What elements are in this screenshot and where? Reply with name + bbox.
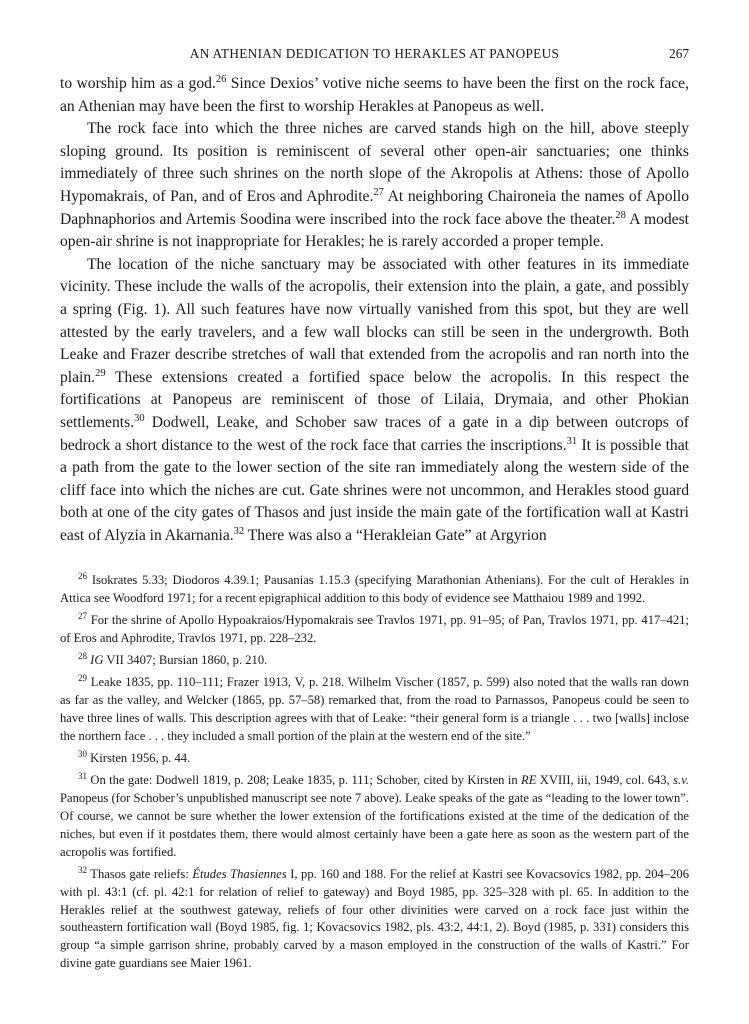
text-run: These extensions created a fortified space below the acropolis. In this respect the fortifications at Panopeus are reminiscent of those of Lilaia, Drymaia, and other Phokian settlements.: [60, 368, 689, 431]
footnote-text: VII 3407; Bursian 1860, p. 210.: [103, 653, 268, 668]
footnote-ref[interactable]: 32: [233, 525, 245, 537]
footnote-number: 32: [78, 864, 87, 875]
footnotes: [60, 572, 689, 977]
footnote-29: [60, 674, 689, 745]
footnote-text: XVIII, iii, 1949, col. 643,: [536, 773, 674, 788]
footnote-28: [60, 652, 689, 670]
footnote-number: 29: [78, 673, 87, 684]
text-run: The rock face into which the three niches are carved stands high on the hill, above steeply sloping ground. Its position is reminiscent of several other open-air sanctuaries; one thinks immediately of three such shrines on the north slope of the Akropolis at Athens: those of Apollo Hypomakrais, of Pan, and of Eros and Aphrodite.: [60, 120, 689, 205]
text-run: Since Dexios’ votive niche seems to have been the first on the rock face, an Athenian may have been the first to worship Herakles at Panopeus as well.: [60, 75, 689, 115]
footnote-ref[interactable]: 29: [95, 367, 106, 379]
footnote-31: [60, 772, 689, 861]
footnote-ref[interactable]: 31: [566, 435, 578, 447]
footnote-text: Isokrates 5.33; Diodoros 4.39.1; Pausanias 1.15.3 (specifying Marathonian Athenians). For the cult of Herakles in Attica see Woodford 1971; for a recent epigraphical addition to this body of evidence see Matthaiou 1989 and 1992.: [60, 573, 690, 605]
body-text: [60, 73, 689, 547]
footnote-text: Leake 1835, pp. 110–111; Frazer 1913, V, p. 218. Wilhelm Vischer (1857, p. 599) also noted that the walls ran down as far as the valley, and Welcker (1865, pp. 57–58) remarked that, from the road to Parnassos, Panopeus could be seen to have three lines of walls. This description agrees with that of Leake: “their general form is a triangle . . . two [walls] inclose the northern face . . . they included a small portion of the plain at the western end of the site.”: [60, 675, 689, 743]
text-run: It is possible that a path from the gate to the lower section of the site ran immediately along the western side of the cliff face into which the niches are cut. Gate shrines were not uncommon, and Herakles stood guard both at one of the city gates of Thasos and just inside the main gate of the fortification wall at Kastri east of Alyzia in Akarnania.: [60, 436, 689, 544]
running-head: AN ATHENIAN DEDICATION TO HERAKLES AT PANOPEUS: [189, 46, 560, 61]
text-run: Dodwell, Leake, and Schober saw traces of a gate in a dip between outcrops of bedrock a short distance to the west of the rock face that carries the inscriptions.: [60, 413, 689, 454]
text-run: There was also a “Herakleian Gate” at Argyrion: [244, 526, 547, 544]
footnote-ref[interactable]: 27: [373, 186, 384, 198]
paragraph-3: [60, 254, 689, 548]
footnote-text: On the gate: Dodwell 1819, p. 208; Leake 1835, p. 111; Schober, cited by Kirsten in: [90, 773, 522, 788]
footnote-italic: Études Thasiennes: [192, 866, 287, 881]
page-number: 267: [669, 46, 689, 61]
footnote-number: 30: [78, 748, 87, 759]
footnote-italic: s.v.: [673, 773, 689, 788]
footnote-number: 27: [78, 610, 87, 621]
text-run: The location of the niche sanctuary may be associated with other features in its immediate vicinity. These include the walls of the acropolis, their extension into the plain, a gate, and possibly a spring (Fig. 1). All such features have now virtually vanished from this spot, but they are well attested by the early travelers, and a few wall blocks can still be seen in the undergrowth. Both Leake and Frazer describe stretches of wall that extended from the acropolis and ran north into the plain.: [60, 255, 689, 386]
footnote-ref[interactable]: 28: [615, 209, 626, 221]
footnote-27: [60, 612, 689, 648]
footnote-italic: RE: [521, 773, 537, 788]
footnote-30: [60, 750, 689, 768]
footnote-text: Kirsten 1956, p. 44.: [90, 751, 191, 766]
paragraph-1: [60, 73, 689, 118]
footnote-text: For the shrine of Apollo Hypoakraios/Hypomakrais see Travlos 1971, pp. 91–95; of Pan, Travlos 1971, pp. 417–421; of Eros and Aphrodite, Travlos 1971, pp. 228–232.: [60, 613, 689, 645]
footnote-ref[interactable]: 26: [215, 73, 227, 85]
text-run: to worship him as a god.: [60, 75, 216, 92]
footnote-32: [60, 866, 689, 973]
footnote-number: 28: [78, 651, 87, 661]
footnote-ref[interactable]: 30: [134, 412, 145, 424]
footnote-text: Panopeus (for Schober’s unpublished manuscript see note 7 above). Leake speaks of the gate as “leading to the lower town”. Of course, we cannot be sure whether the lower extension of the fortifications existed at the time of the dedication of the niches, but even if it postdates them, there would almost certainly have been a gate here as soon as the western part of the acropolis was fortified.: [60, 791, 689, 859]
text-run: At neighboring Chaironeia the names of Apollo Daphnaphorios and Artemis Soodina were inscribed into the rock face above the theater.: [60, 187, 689, 228]
footnote-number: 26: [78, 570, 87, 581]
paragraph-2: [60, 118, 689, 254]
footnote-number: 31: [78, 771, 87, 782]
footnote-italic: IG: [90, 653, 104, 668]
text-run: A modest open-air shrine is not inappropriate for Herakles; he is rarely accorded a proper temple.: [60, 210, 690, 251]
footnote-text: I, pp. 160 and 188. For the relief at Kastri see Kovacsovics 1982, pp. 204–206 with pl. 43:1 (cf. pl. 42:1 for relation of relief to gateway) and Boyd 1985, pp. 325–328 with pl. 65. In addition to the Herakles relief at the southwest gateway, reliefs of four other divinities were carved on a rock face just within the southeastern fortification wall (Boyd 1985, fig. 1; Kovacsovics 1982, pls. 43:2, 44:1, 2). Boyd (1985, p. 331) considers this group “a simple garrison shrine, probably carved by a mason employed in the construction of the walls of Kastri.” For divine gate guardians see Maier 1961.: [60, 866, 689, 970]
footnote-26: [60, 572, 689, 608]
page-header: [60, 46, 689, 66]
footnote-text: Thasos gate reliefs:: [90, 866, 193, 881]
